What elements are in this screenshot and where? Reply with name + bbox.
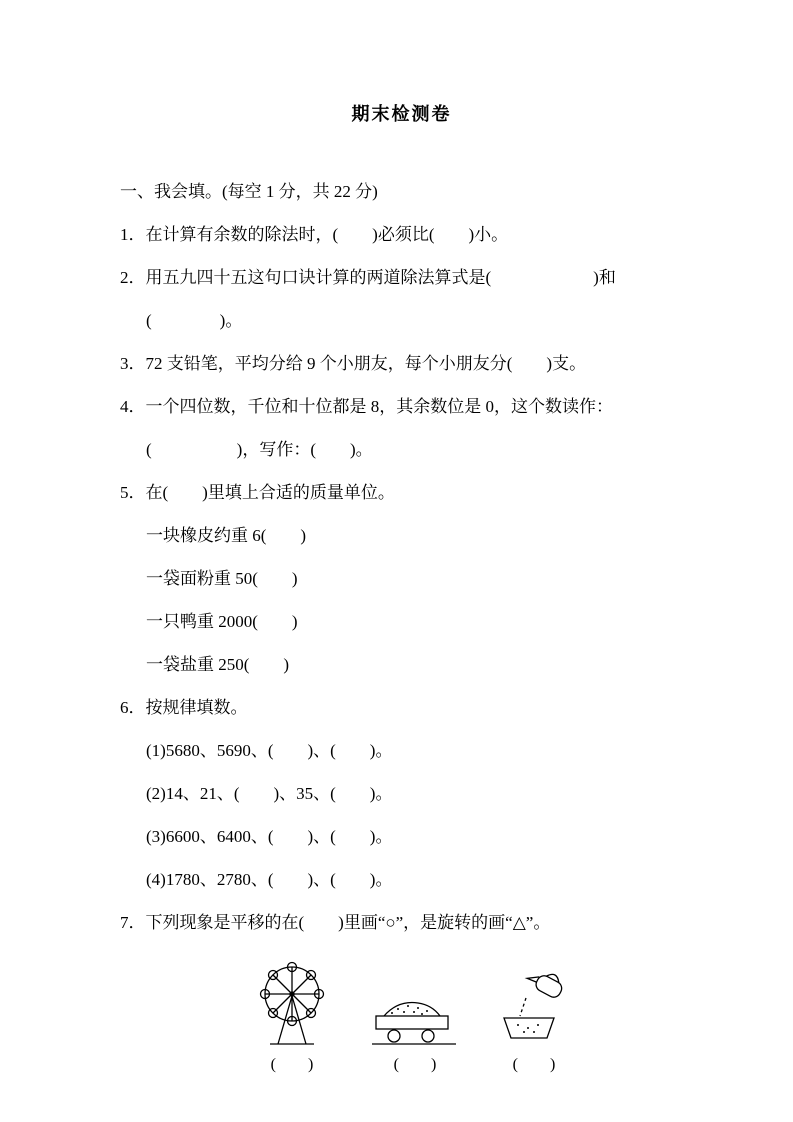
figure-2-answer-blank: ( ): [393, 1056, 437, 1073]
figure-1-answer-blank: ( ): [270, 1056, 314, 1073]
figure-truck: [370, 994, 460, 1074]
question-1: 1．在计算有余数的除法时，( )必须比( )小。: [120, 225, 509, 244]
question-6: 6．按规律填数。: [120, 698, 248, 717]
figure-3-answer-blank: ( ): [512, 1056, 556, 1073]
question-6-item-1: (1)5680、5690、( )、( )。: [146, 741, 393, 760]
question-3: 3．72 支铅笔，平均分给 9 个小朋友，每个小朋友分( )支。: [120, 354, 587, 373]
question-5-item-3: 一只鸭重 2000( ): [146, 612, 298, 631]
question-5: 5．在( )里填上合适的质量单位。: [120, 483, 395, 502]
question-5-item-4: 一袋盐重 250( ): [146, 655, 290, 674]
question-2-line-1: 2．用五九四十五这句口诀计算的两道除法算式是( )和: [120, 268, 616, 287]
question-6-item-3: (3)6600、6400、( )、( )。: [146, 827, 393, 846]
question-6-item-4: (4)1780、2780、( )、( )。: [146, 870, 393, 889]
truck-icon: [370, 994, 460, 1048]
question-4-line-1: 4．一个四位数，千位和十位都是 8，其余数位是 0，这个数读作：: [120, 397, 613, 416]
section-heading: 一、我会填。(每空 1 分，共 22 分): [120, 182, 378, 201]
figure-kettle: [496, 968, 572, 1074]
page-title: 期末检测卷: [351, 104, 452, 124]
question-7: 7．下列现象是平移的在( )里画“○”，是旋转的画“△”。: [120, 913, 551, 932]
question-6-item-2: (2)14、21、( )、35、( )。: [146, 784, 393, 803]
question-7-figures: [250, 956, 683, 1074]
question-5-item-1: 一块橡皮约重 6( ): [146, 526, 307, 545]
question-5-item-2: 一袋面粉重 50( ): [146, 569, 298, 588]
question-2-line-2: ( )。: [146, 311, 243, 330]
question-4-line-2: ( )，写作：( )。: [146, 440, 373, 459]
ferris-wheel-icon: [250, 956, 334, 1048]
figure-ferris-wheel: [250, 956, 334, 1074]
kettle-pouring-icon: [496, 968, 572, 1048]
